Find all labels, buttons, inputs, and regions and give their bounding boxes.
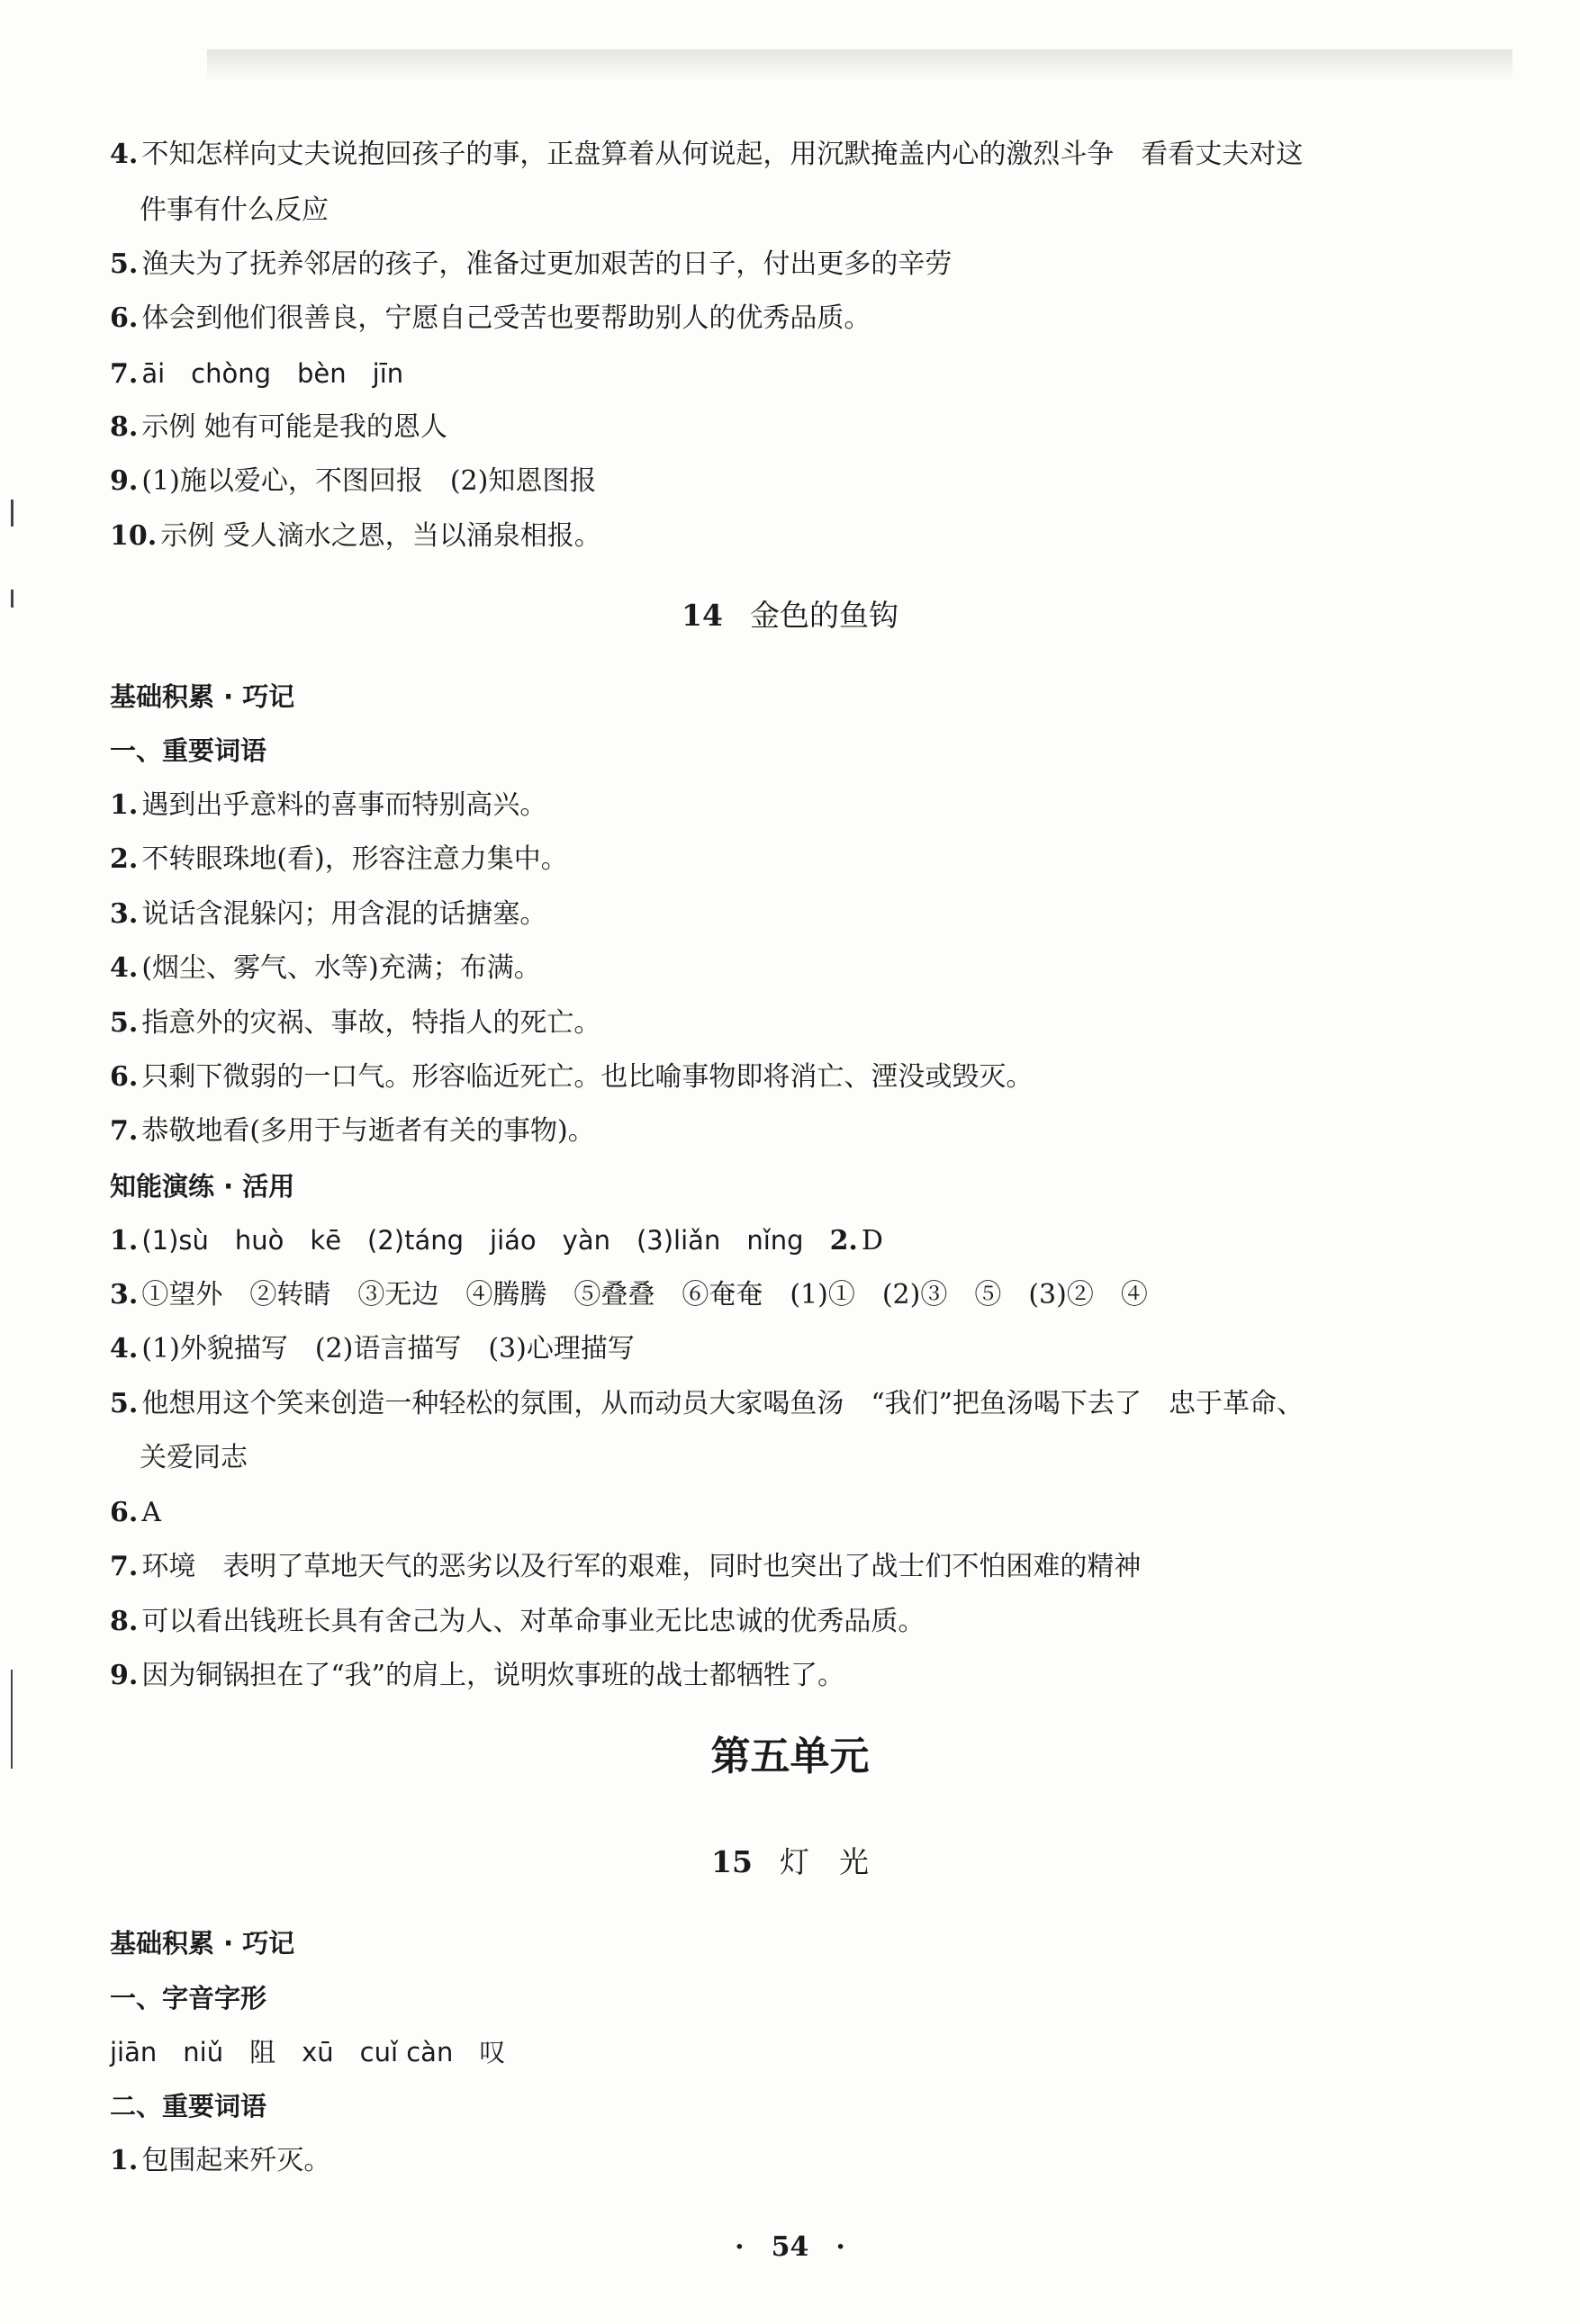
answer-line: 7. āi chòng bèn jīn <box>110 358 404 390</box>
answer-line: 4. (烟尘、雾气、水等)充满；布满。 <box>110 952 541 984</box>
answer-line: 4. 不知怎样向丈夫说抱回孩子的事，正盘算着从何说起，用沉默掩盖内心的激烈斗争 看看丈夫对这 <box>110 139 1304 170</box>
answer-line: 4. (1)外貌描写 (2)语言描写 (3)心理描写 <box>110 1333 635 1365</box>
answer-line: 1. (1)sù huò kē (2)táng jiáo yàn (3)liǎn nǐng 2. D <box>110 1225 883 1257</box>
answer-line: 6. 只剩下微弱的一口气。形容临近死亡。也比喻事物即将消亡、湮没或毁灭。 <box>110 1061 1034 1093</box>
scan-shadow <box>207 50 1512 81</box>
answer-line: 9. (1)施以爱心，不图回报 (2)知恩图报 <box>110 465 597 497</box>
scan-mark <box>11 500 14 527</box>
answer-line: 7. 环境 表明了草地天气的恶劣以及行军的艰难，同时也突出了战士们不怕困难的精神 <box>110 1551 1142 1582</box>
answer-line: 10. 示例 受人滴水之恩，当以涌泉相报。 <box>110 520 601 552</box>
answer-line: 9. 因为铜锅担在了“我”的肩上，说明炊事班的战士都牺牲了。 <box>110 1660 845 1691</box>
answer-line: 关爱同志 <box>140 1442 248 1473</box>
answer-line: 3. ①望外 ②转睛 ③无边 ④腾腾 ⑤叠叠 ⑥奄奄 (1)① (2)③ ⑤ (3)② ④ <box>110 1279 1148 1311</box>
answer-line: 1. 包围起来歼灭。 <box>110 2145 331 2176</box>
unit-heading: 第五单元 <box>710 1734 870 1779</box>
answer-line: 5. 指意外的灾祸、事故，特指人的死亡。 <box>110 1007 601 1039</box>
answer-line: 3. 说话含混躲闪；用含混的话搪塞。 <box>110 898 547 930</box>
answer-line: 件事有什么反应 <box>140 194 329 226</box>
answer-line: 7. 恭敬地看(多用于与逝者有关的事物)。 <box>110 1115 595 1147</box>
answer-line: 1. 遇到出乎意料的喜事而特别高兴。 <box>110 789 547 821</box>
section-heading: 基础积累 · 巧记 <box>110 681 295 712</box>
answer-line: 8. 可以看出钱班长具有舍己为人、对革命事业无比忠诚的优秀品质。 <box>110 1606 925 1637</box>
sub-heading: 一、重要词语 <box>110 735 267 766</box>
page-number: · 54 · <box>735 2231 845 2263</box>
answer-line: 5. 渔夫为了抚养邻居的孩子，准备过更加艰苦的日子，付出更多的辛劳 <box>110 248 953 280</box>
answer-line: 6. 体会到他们很善良，宁愿自己受苦也要帮助别人的优秀品质。 <box>110 302 871 334</box>
answer-line: jiān niǔ 阻 xū cuǐ càn 叹 <box>110 2037 506 2067</box>
answer-line: 5. 他想用这个笑来创造一种轻松的氛围，从而动员大家喝鱼汤 “我们”把鱼汤喝下去了 忠于革命、 <box>110 1388 1305 1419</box>
section-heading: 知能演练 · 活用 <box>110 1171 295 1202</box>
sub-heading: 一、字音字形 <box>110 1983 267 2013</box>
lesson-title: 14 金色的鱼钩 <box>682 598 898 633</box>
answer-line: 6. A <box>110 1497 161 1528</box>
section-heading: 基础积累 · 巧记 <box>110 1928 295 1959</box>
sub-heading: 二、重要词语 <box>110 2091 267 2121</box>
answer-line: 2. 不转眼珠地(看)，形容注意力集中。 <box>110 843 568 875</box>
lesson-title: 15 灯 光 <box>711 1844 869 1879</box>
answer-line: 8. 示例 她有可能是我的恩人 <box>110 411 447 443</box>
